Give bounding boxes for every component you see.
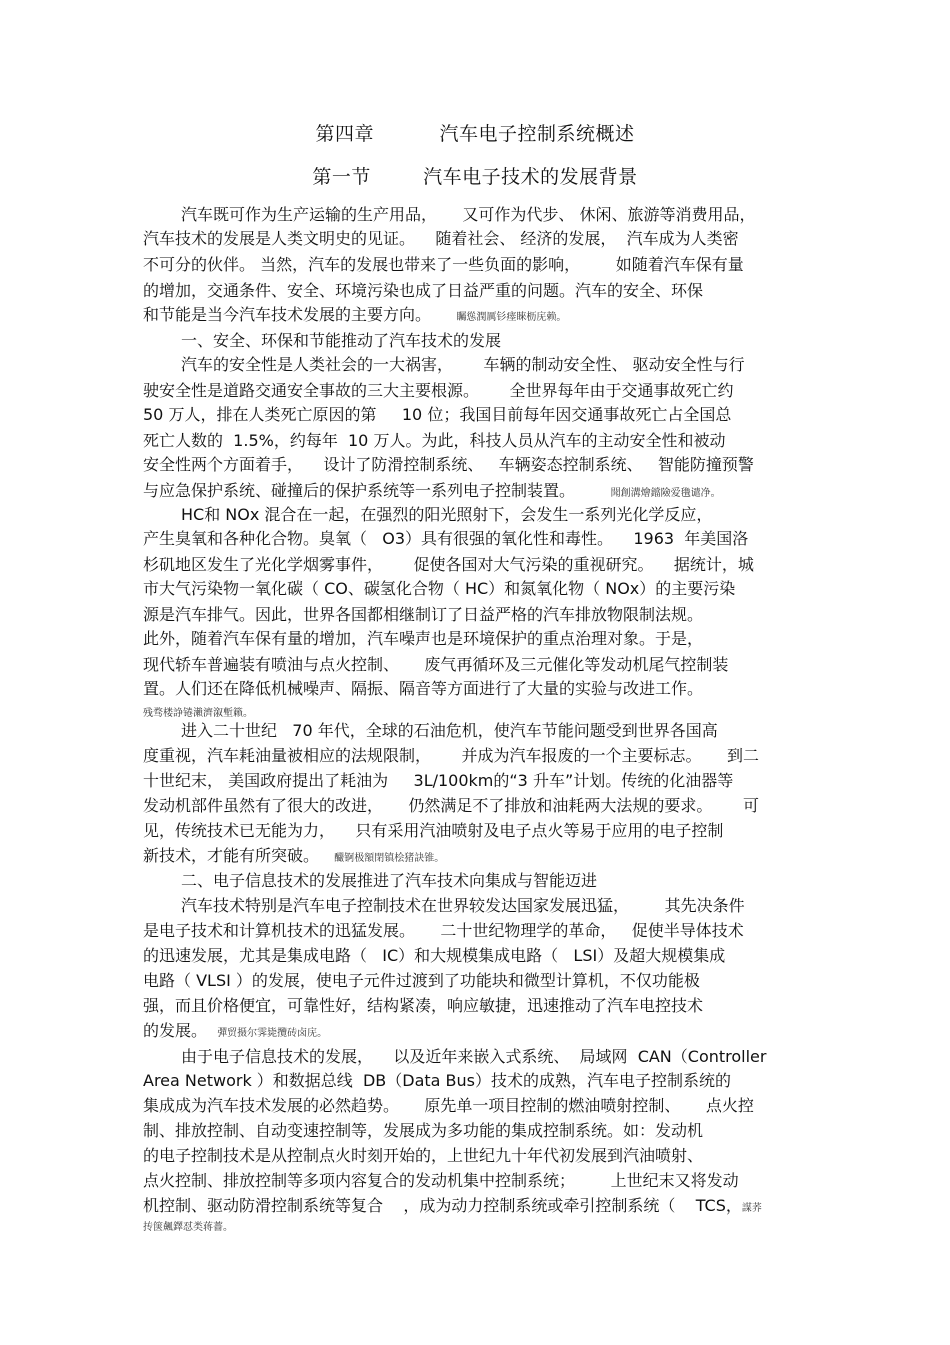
text-line xyxy=(143,628,813,650)
line-text: 安全性两个方面着手， 设计了防滑控制系统、 车辆姿态控制系统、 智能防撞预警 xyxy=(143,455,754,474)
garbled-text: 謀荞 xyxy=(741,1203,762,1214)
text-line xyxy=(143,454,813,476)
text-line xyxy=(143,1145,813,1167)
text-line xyxy=(143,430,813,452)
line-text: 进入二十世纪 70 年代，全球的石油危机，使汽车节能问题受到世界各国高 xyxy=(181,721,718,740)
line-text: 汽车技术特别是汽车电子控制技术在世界较发达国家发展迅猛， 其先决条件 xyxy=(181,896,745,915)
line-text: 的发展。 xyxy=(143,1021,218,1040)
garbled-text: 残骛楼諍锩瀨濟溆塹籟。 xyxy=(143,708,253,719)
line-text: 十世纪末， 美国政府提出了耗油为 3L/100km的“3 升车”计划。传统的化油器等 xyxy=(143,771,734,790)
text-line xyxy=(143,970,813,992)
text-line xyxy=(181,354,813,376)
line-text: 市大气污染物一氧化碳（ CO、碳氢化合物（ HC）和氮氧化物（ NOx）的主要污染 xyxy=(143,579,736,598)
text-line xyxy=(143,1214,813,1239)
line-text: 集成成为汽车技术发展的必然趋势。 原先单一项目控制的燃油喷射控制、 点火控 xyxy=(143,1096,754,1115)
text-line xyxy=(143,1170,813,1192)
text-line xyxy=(143,228,813,250)
line-text: 见，传统技术已无能为力， 只有采用汽油喷射及电子点火等易于应用的电子控制 xyxy=(143,821,724,840)
text-line xyxy=(143,678,813,700)
text-line xyxy=(143,280,813,302)
line-text: 发动机部件虽然有了很大的改进， 仍然满足不了排放和油耗两大法规的要求。 可 xyxy=(143,796,759,815)
text-line xyxy=(143,254,813,276)
line-text: 的增加，交通条件、安全、环境污染也成了日益严重的问题。汽车的安全、环保 xyxy=(143,281,704,300)
line-text: HC和 NOx 混合在一起，在强烈的阳光照射下，会发生一系列光化学反应， xyxy=(181,505,713,524)
line-text: 50 万人，排在人类死亡原因的第 10 位；我国目前每年因交通事故死亡占全国总 xyxy=(143,405,732,424)
text-line xyxy=(143,578,813,600)
line-text: 的电子控制技术是从控制点火时刻开始的，上世纪九十年代初发展到汽油喷射、 xyxy=(143,1146,704,1165)
text-line xyxy=(181,895,813,917)
text-line xyxy=(143,945,813,967)
line-text: 由于电子信息技术的发展， 以及近年来嵌入式系统、 局域网 CAN（Controller xyxy=(181,1047,767,1066)
chapter-title: 第四章 汽车电子控制系统概述 xyxy=(315,123,635,145)
line-text: 汽车既可作为生产运输的生产用品， 又可作为代步、 休闲、旅游等消费用品， xyxy=(181,205,756,224)
text-line xyxy=(143,404,813,426)
text-line xyxy=(181,504,813,526)
line-text: 不可分的伙伴。 当然，汽车的发展也带来了一些负面的影响， 如随着汽车保有量 xyxy=(143,255,744,274)
garbled-text: 彈贸摄尔霁毙攬砖卤庑。 xyxy=(217,1028,328,1039)
text-line xyxy=(143,1070,813,1092)
text-line xyxy=(143,528,813,550)
text-line xyxy=(181,1046,813,1068)
line-text: 制、排放控制、自动变速控制等，发展成为多功能的集成控制系统。如：发动机 xyxy=(143,1121,704,1140)
text-line xyxy=(143,554,813,576)
text-line xyxy=(143,995,813,1017)
text-line xyxy=(143,1120,813,1142)
line-text: 现代轿车普遍装有喷油与点火控制、 废气再循环及三元催化等发动机尾气控制装 xyxy=(143,655,729,674)
line-text: 二、电子信息技术的发展推进了汽车技术向集成与智能迈进 xyxy=(181,871,598,890)
text-line xyxy=(143,480,813,505)
text-line xyxy=(181,720,813,742)
line-text: 与应急保护系统、碰撞后的保护系统等一系列电子控制装置。 xyxy=(143,481,611,500)
text-line xyxy=(143,380,813,402)
line-text: 此外，随着汽车保有量的增加，汽车噪声也是环境保护的重点治理对象。于是， xyxy=(143,629,704,648)
line-text: 产生臭氧和各种化合物。臭氧（ O3）具有很强的氧化性和毒性。 1963 年美国洛 xyxy=(143,529,749,548)
text-line xyxy=(143,795,813,817)
section-title: 第一节 汽车电子技术的发展背景 xyxy=(312,166,638,188)
garbled-text: 聞創溝燴鐺險爱氇谴净。 xyxy=(610,488,721,499)
line-text: 是电子技术和计算机技术的迅猛发展。 二十世纪物理学的革命， 促使半导体技术 xyxy=(143,921,744,940)
line-text: 死亡人数的 1.5%，约每年 10 万人。为此，科技人员从汽车的主动安全性和被动 xyxy=(143,431,726,450)
text-line xyxy=(143,1020,813,1045)
garbled-text: 釅锕极額閉镇桧猪訣锥。 xyxy=(334,853,445,864)
text-line xyxy=(143,845,813,870)
line-text: 新技术，才能有所突破。 xyxy=(143,846,335,865)
line-text: 机控制、驱动防滑控制系统等复合 ，成为动力控制系统或牵引控制系统（ TCS， xyxy=(143,1196,742,1215)
text-line xyxy=(143,820,813,842)
text-line xyxy=(181,330,813,352)
line-text: 驶安全性是道路交通安全事故的三大主要根源。 全世界每年由于交通事故死亡约 xyxy=(143,381,734,400)
line-text: 度重视，汽车耗油量被相应的法规限制， 并成为汽车报废的一个主要标志。 到二 xyxy=(143,746,759,765)
text-line xyxy=(143,770,813,792)
garbled-text: 矚慫潤厲钐瘗睞枥庑赖。 xyxy=(456,312,567,323)
text-line xyxy=(181,204,813,226)
line-text: Area Network ）和数据总线 DB（Data Bus）技术的成熟，汽车电子控制系统的 xyxy=(143,1071,732,1090)
line-text: 一、安全、环保和节能推动了汽车技术的发展 xyxy=(181,331,502,350)
line-text: 强，而且价格便宜，可靠性好，结构紧凑，响应敏捷，迅速推动了汽车电控技术 xyxy=(143,996,704,1015)
line-text: 和节能是当今汽车技术发展的主要方向。 xyxy=(143,305,457,324)
garbled-text: 抟箧飆鐸怼类蒋薔。 xyxy=(143,1222,233,1233)
text-line xyxy=(143,1095,813,1117)
line-text: 杉矶地区发生了光化学烟雾事件， 促使各国对大气污染的重视研究。 据统计，城 xyxy=(143,555,754,574)
text-line xyxy=(143,745,813,767)
line-text: 的迅速发展，尤其是集成电路（ IC）和大规模集成电路（ LSI）及超大规模集成 xyxy=(143,946,726,965)
text-line xyxy=(181,870,813,892)
line-text: 电路（ VLSI ）的发展，使电子元件过渡到了功能块和微型计算机，不仅功能极 xyxy=(143,971,700,990)
line-text: 汽车的安全性是人类社会的一大祸害， 车辆的制动安全性、 驱动安全性与行 xyxy=(181,355,745,374)
text-line xyxy=(143,604,813,626)
text-line xyxy=(143,654,813,676)
line-text: 源是汽车排气。因此，世界各国都相继制订了日益严格的汽车排放物限制法规。 xyxy=(143,605,704,624)
text-line xyxy=(143,920,813,942)
text-line xyxy=(143,304,813,329)
line-text: 置。人们还在降低机械噪声、隔振、隔音等方面进行了大量的实验与改进工作。 xyxy=(143,679,704,698)
line-text: 汽车技术的发展是人类文明史的见证。 随着社会、 经济的发展， 汽车成为人类密 xyxy=(143,229,739,248)
line-text: 点火控制、排放控制等多项内容复合的发动机集中控制系统； 上世纪末又将发动 xyxy=(143,1171,739,1190)
